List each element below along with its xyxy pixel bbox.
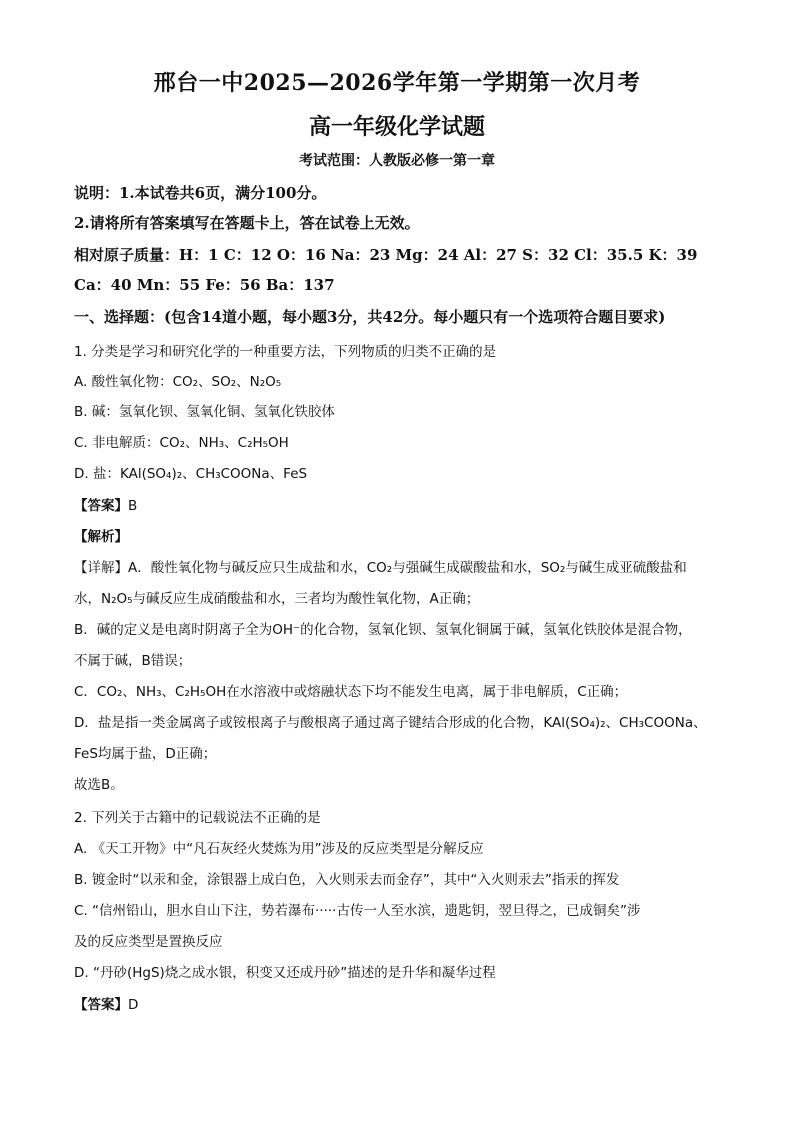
detail-line-1: 【详解】A．酸性氧化物与碱反应只生成盐和水，CO₂与强碱生成碳酸盐和水，SO₂与碱生成亚硫酸盐和 bbox=[74, 560, 687, 576]
question-1-option-b: B. 碱：氢氧化钡、氢氧化铜、氢氧化铁胶体 bbox=[74, 404, 335, 420]
question-2-option-b: B. 镀金时“以汞和金，涂银器上成白色，入火则汞去而金存”，其中“入火则汞去”指汞的挥发 bbox=[74, 872, 620, 888]
question-2-answer bbox=[74, 993, 138, 1013]
option-d-label: D. 盐： bbox=[74, 466, 120, 482]
answer-tag: 【答案】 bbox=[74, 498, 128, 514]
option-a-formulas: CO₂、SO₂、N₂O₅ bbox=[172, 374, 282, 390]
option-c-formulas: CO₂、NH₃、C₂H₅OH bbox=[159, 435, 289, 451]
atomic-mass-line-1: 相对原子质量：H：1 C：12 O：16 Na：23 Mg：24 Al：27 S：32 Cl：35.5 K：39 bbox=[74, 246, 698, 264]
detail-line-3: B．碱的定义是电离时阴离子全为OH⁻的化合物，氢氧化钡、氢氧化铜属于碱，氢氧化铁胶体是混合物， bbox=[74, 622, 692, 638]
exam-title: 邢台一中2025—2026学年第一学期第一次月考 bbox=[153, 70, 641, 96]
question-2-stem: 2. 下列关于古籍中的记载说法不正确的是 bbox=[74, 810, 321, 826]
detail-line-6: D．盐是指一类金属离子或铵根离子与酸根离子通过离子键结合形成的化合物，KAl(SO₄)₂、CH₃COONa、 bbox=[74, 715, 707, 731]
instruction-note-2: 2.请将所有答案填写在答题卡上，答在试卷上无效。 bbox=[74, 214, 420, 232]
question-1-option-a bbox=[74, 370, 281, 390]
instruction-note-1: 说明：1.本试卷共6页，满分100分。 bbox=[74, 184, 327, 202]
question-2-option-c-line-1: C. “信州铅山，胆水自山下注，势若瀑布·····古传一人至水滨，遗匙钥，翌旦得之，已成铜矣”涉 bbox=[74, 903, 641, 919]
exam-subtitle: 高一年级化学试题 bbox=[308, 114, 485, 140]
detail-line-7: FeS均属于盐，D正确； bbox=[74, 746, 217, 762]
option-d-formulas: KAl(SO₄)₂、CH₃COONa、FeS bbox=[119, 466, 308, 482]
option-c-label: C. 非电解质： bbox=[74, 435, 160, 451]
option-a-label: A. 酸性氧化物： bbox=[74, 374, 173, 390]
question-1-answer bbox=[74, 494, 137, 514]
detail-line-2: 水，N₂O₅与碱反应生成硝酸盐和水，三者均为酸性氧化物，A正确； bbox=[74, 591, 480, 607]
answer-tag: 【答案】 bbox=[74, 997, 128, 1013]
question-2-option-d: D. “丹砂(HgS)烧之成水银，积变又还成丹砂”描述的是升华和凝华过程 bbox=[74, 965, 496, 981]
answer-value: D bbox=[128, 997, 139, 1013]
detail-line-4: 不属于碱，B错误； bbox=[74, 653, 192, 669]
question-1-stem: 1. 分类是学习和研究化学的一种重要方法，下列物质的归类不正确的是 bbox=[74, 344, 497, 360]
analysis-tag: 【解析】 bbox=[74, 529, 128, 545]
atomic-mass-line-2: Ca：40 Mn：55 Fe：56 Ba：137 bbox=[74, 276, 335, 294]
question-1-option-d bbox=[74, 462, 307, 482]
exam-scope: 考试范围：人教版必修一第一章 bbox=[299, 153, 495, 169]
detail-line-5: C．CO₂、NH₃、C₂H₅OH在水溶液中或熔融状态下均不能发生电离，属于非电解质，C正确； bbox=[74, 684, 628, 700]
question-2-option-a: A. 《天工开物》中“凡石灰经火焚炼为用”涉及的反应类型是分解反应 bbox=[74, 841, 484, 857]
question-1-option-c bbox=[74, 431, 289, 451]
answer-value: B bbox=[128, 498, 138, 514]
section-heading: 一、选择题：(包含14道小题，每小题3分，共42分。每小题只有一个选项符合题目要求) bbox=[74, 308, 666, 326]
conclusion: 故选B。 bbox=[74, 777, 124, 793]
question-2-option-c-line-2: 及的反应类型是置换反应 bbox=[74, 934, 223, 950]
